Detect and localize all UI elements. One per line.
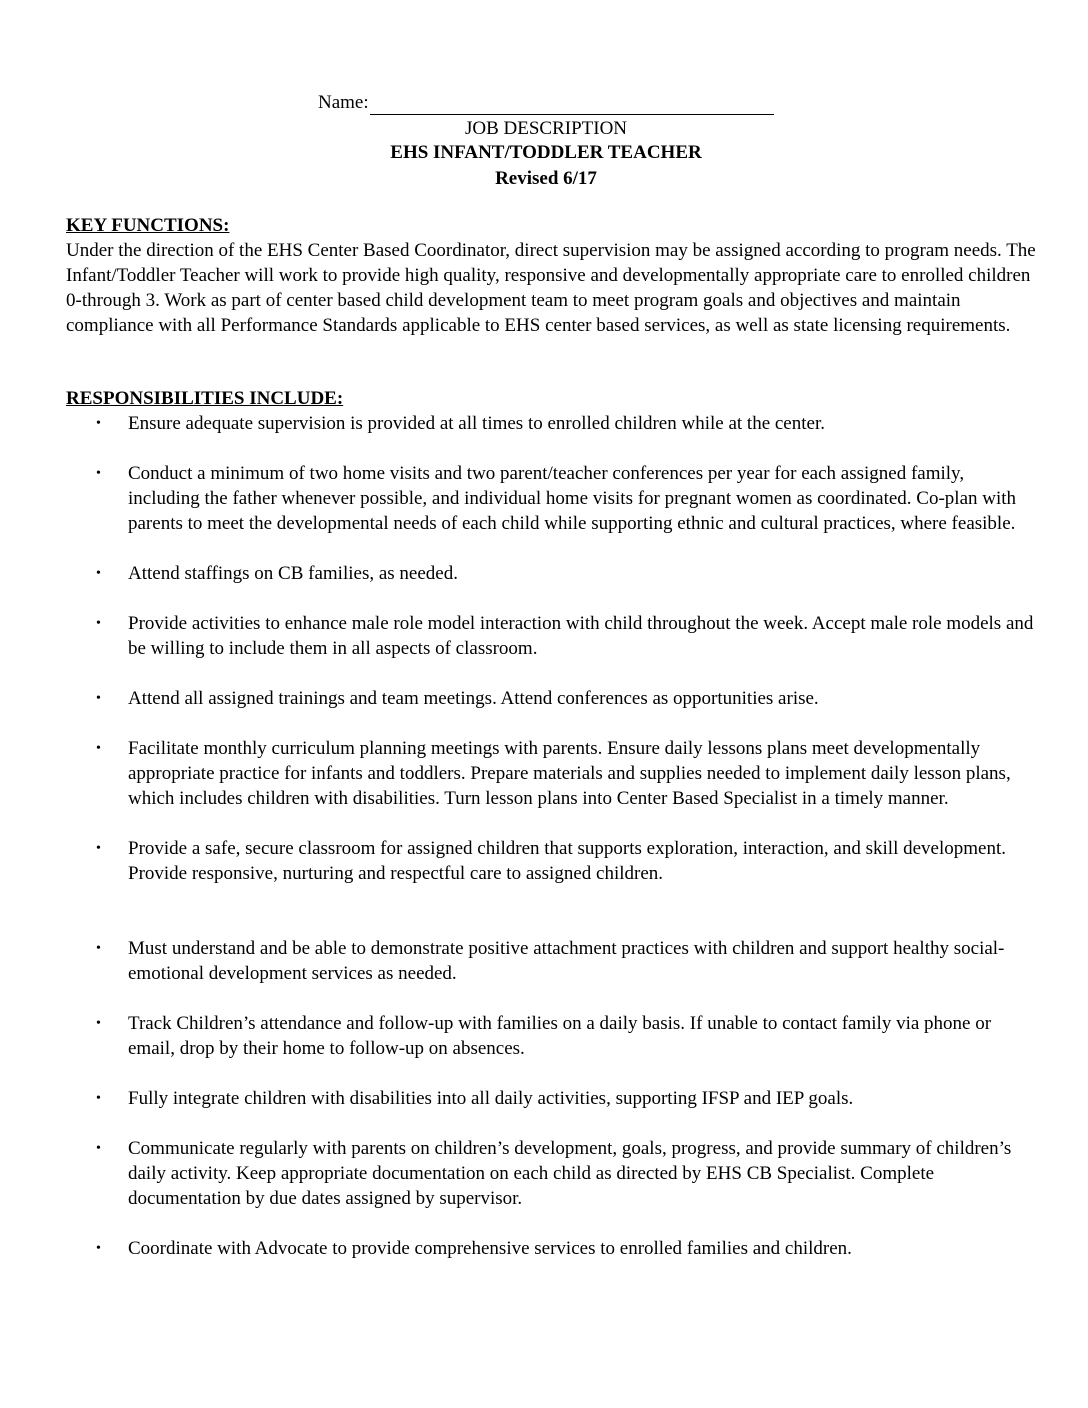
document-title: EHS INFANT/TODDLER TEACHER — [390, 142, 702, 163]
list-item — [66, 1136, 1036, 1211]
list-item-text: Attend all assigned trainings and team meetings. Attend conferences as opportunities arise. — [128, 688, 819, 709]
list-item-text: Attend staffings on CB families, as needed. — [128, 563, 458, 584]
name-label: Name: — [318, 92, 369, 113]
list-item-text: Ensure adequate supervision is provided at all times to enrolled children while at the center. — [128, 413, 825, 434]
bullet-icon: • — [96, 466, 101, 481]
list-item — [66, 686, 1036, 711]
list-item-text: Provide a safe, secure classroom for assigned children that supports exploration, interaction, and skill development. Provide responsive, nurturing and respectful care to assigned children. — [128, 838, 1006, 884]
list-item — [66, 611, 1036, 661]
list-item — [66, 411, 1036, 436]
key-functions-body: Under the direction of the EHS Center Based Coordinator, direct supervision may be assigned according to program needs. The Infant/Toddler Teacher will work to provide high quality, responsive and developmentally appropriate care to enrolled children 0-through 3. Work as part of center based child development team to meet program goals and objectives and maintain compliance with all Performance Standards applicable to EHS center based services, as well as state licensing requirements. — [66, 240, 1036, 336]
responsibilities-list — [66, 411, 1036, 1261]
bullet-icon: • — [96, 1241, 101, 1256]
list-item-text: Track Children’s attendance and follow-up with families on a daily basis. If unable to contact family via phone or email, drop by their home to follow-up on absences. — [128, 1013, 992, 1059]
name-blank-line — [370, 94, 774, 115]
responsibilities-section — [66, 386, 1036, 1261]
list-item — [66, 1086, 1036, 1111]
revision-date: Revised 6/17 — [495, 168, 597, 189]
responsibilities-heading: RESPONSIBILITIES INCLUDE: — [66, 388, 344, 409]
bullet-icon: • — [96, 416, 101, 431]
list-item — [66, 836, 1036, 886]
key-functions-section — [66, 213, 1036, 338]
list-item — [66, 561, 1036, 586]
bullet-icon: • — [96, 566, 101, 581]
bullet-icon: • — [96, 1091, 101, 1106]
bullet-icon: • — [96, 1141, 101, 1156]
bullet-icon: • — [96, 941, 101, 956]
list-item-text: Facilitate monthly curriculum planning meetings with parents. Ensure daily lessons plans meet developmentally appropriate practice for infants and toddlers. Prepare materials and supplies needed to implement daily lesson plans, which includes children with disabilities. Turn lesson plans into Center Based Specialist in a timely manner. — [128, 738, 1011, 809]
list-item — [66, 461, 1036, 536]
bullet-icon: • — [96, 691, 101, 706]
key-functions-heading: KEY FUNCTIONS: — [66, 215, 230, 236]
document-type: JOB DESCRIPTION — [464, 118, 628, 139]
list-item — [66, 736, 1036, 811]
bullet-icon: • — [96, 741, 101, 756]
list-item-text: Coordinate with Advocate to provide comprehensive services to enrolled families and children. — [128, 1238, 852, 1259]
list-item-text: Must understand and be able to demonstrate positive attachment practices with children and support healthy social-emotional development services as needed. — [128, 938, 1005, 984]
bullet-icon: • — [96, 616, 101, 631]
list-item-text: Fully integrate children with disabilities into all daily activities, supporting IFSP and IEP goals. — [128, 1088, 854, 1109]
list-item-text: Conduct a minimum of two home visits and two parent/teacher conferences per year for each assigned family, including the father whenever possible, and individual home visits for pregnant women as coordinated. Co-plan with parents to meet the developmental needs of each child while supporting ethnic and cultural practices, where feasible. — [128, 463, 1017, 534]
list-item-text: Communicate regularly with parents on children’s development, goals, progress, and provide summary of children’s daily activity. Keep appropriate documentation on each child as directed by EHS CB Specialist. Complete documentation by due dates assigned by supervisor. — [128, 1138, 1012, 1209]
name-field-line — [318, 90, 788, 116]
list-item-text: Provide activities to enhance male role model interaction with child throughout the week. Accept male role models and be willing to include them in all aspects of classroom. — [128, 613, 1034, 659]
bullet-icon: • — [96, 841, 101, 856]
list-item — [66, 1011, 1036, 1061]
bullet-icon: • — [96, 1016, 101, 1031]
list-item — [66, 936, 1036, 986]
list-item — [66, 1236, 1036, 1261]
